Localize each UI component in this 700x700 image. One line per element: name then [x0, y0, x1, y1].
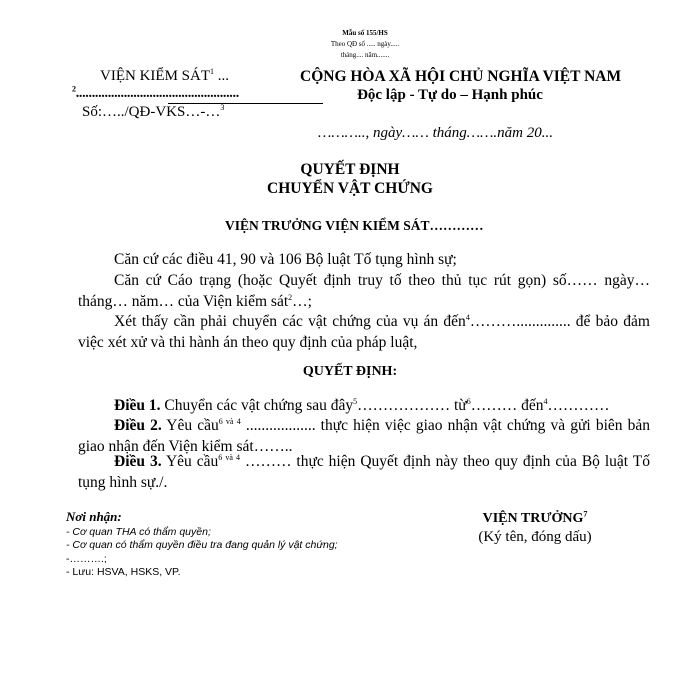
preamble-basis-1: Căn cứ các điều 41, 90 và 106 Bộ luật Tố tụng hình sự;	[114, 251, 457, 268]
recipients-title: Nơi nhận:	[66, 509, 122, 524]
nation-title: CỘNG HÒA XÃ HỘI CHỦ NGHĨA VIỆT NAM	[300, 68, 622, 85]
document-title: QUYẾT ĐỊNH	[300, 161, 400, 178]
signature-note: (Ký tên, đóng dấu)	[478, 529, 592, 545]
sub-agency-line: $^2$...................................................	[72, 84, 239, 101]
recipient-item: - Lưu: HSVA, HSKS, VP.	[66, 566, 181, 578]
preamble-consideration: Xét thấy cần phải chuyển các vật chứng của vụ án đến$^4$……….............. để bảo đảm việc xét xử và thi hành án theo quy định của pháp luật,	[78, 312, 650, 351]
recipient-item: -……….;	[66, 552, 107, 565]
article-3: Điều 3. Yêu cầu$^{6 và 4}$ ……… thực hiện Quyết định này theo quy định của Bộ luật Tố tụng hình sự./.	[78, 452, 651, 491]
form-note-date: tháng.... năm.......	[340, 51, 390, 59]
national-motto: Độc lập - Tự do – Hạnh phúc	[357, 87, 543, 103]
recipients	[66, 510, 338, 580]
preamble-basis-2: Căn cứ Cáo trạng (hoặc Quyết định truy tố theo thủ tục rút gọn) số…… ngày… tháng… năm… của Viện kiểm sát$^2$…;	[78, 272, 650, 310]
agency-name: VIỆN KIỂM SÁT$^1$ ...	[100, 67, 229, 84]
recipient-item: - Cơ quan có thẩm quyền điều tra đang quản lý vật chứng;	[66, 539, 338, 551]
decision-number: Số:…../QĐ-VKS…-…$^3$	[82, 103, 225, 120]
signature-title: VIỆN TRƯỞNG$^7$	[482, 509, 588, 526]
form-note-number: Mẫu số 155/HS	[342, 29, 388, 37]
form-note	[300, 28, 430, 61]
date-line: ……….., ngày…… tháng…….năm 20...	[318, 125, 554, 141]
signature-block	[455, 511, 615, 546]
document-subtitle: CHUYỂN VẬT CHỨNG	[267, 180, 433, 197]
decision-heading: QUYẾT ĐỊNH:	[302, 364, 398, 379]
recipient-item: - Cơ quan THA có thẩm quyền;	[66, 525, 211, 538]
article-1: Điều 1. Chuyển các vật chứng sau đây$^5$……………… từ$^6$……… đến$^4$…………	[114, 396, 610, 414]
form-note-decision: Theo QĐ số ..... ngày.....	[330, 40, 400, 48]
issuer-line: VIỆN TRƯỞNG VIỆN KIỂM SÁT…………	[225, 218, 484, 233]
article-2: Điều 2. Yêu cầu$^{6 và 4}$ .................. thực hiện việc giao nhận vật chứng và gửi biên bản giao nhận đến Viện kiểm sát……..	[78, 416, 650, 455]
